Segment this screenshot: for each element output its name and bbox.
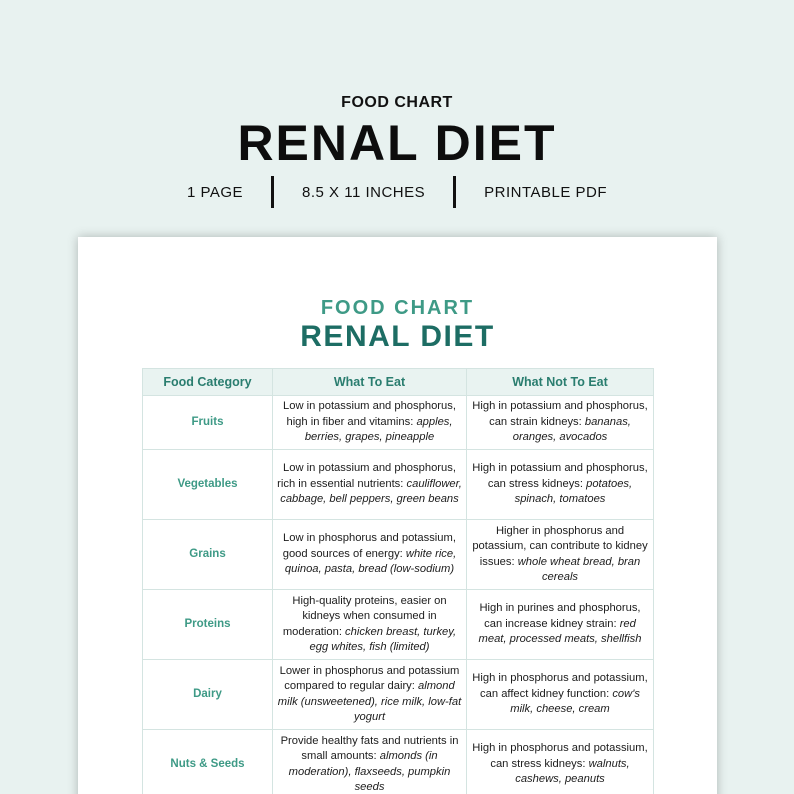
eat-cell xyxy=(273,590,467,660)
table-row xyxy=(143,450,654,520)
eat-examples: chicken breast, turkey, egg whites, fish (limited) xyxy=(309,625,457,653)
table-row xyxy=(143,396,654,450)
eat-description: Provide healthy fats and nutrients in small amounts: xyxy=(280,734,459,762)
table-row xyxy=(143,520,654,590)
avoid-examples: cow's milk, cheese, cream xyxy=(510,687,640,716)
table-header-row xyxy=(143,369,654,396)
eat-examples: almonds (in moderation), flaxseeds, pumpkin seeds xyxy=(288,750,451,793)
avoid-examples: bananas, oranges, avocados xyxy=(512,415,631,444)
eat-examples: apples, berries, grapes, pineapple xyxy=(304,415,453,444)
eat-cell xyxy=(273,450,467,520)
avoid-description: High in potassium and phosphorus, can stress kidneys: xyxy=(472,462,648,490)
spec-pages: 1 PAGE xyxy=(186,183,244,201)
avoid-description: High in phosphorus and potassium, can stress kidneys: xyxy=(472,742,648,770)
eat-examples: almond milk (unsweetened), rice milk, low-fat yogurt xyxy=(277,680,462,723)
table-row xyxy=(143,730,654,794)
document-preview xyxy=(78,237,717,794)
category-cell: Fruits xyxy=(143,396,273,450)
eat-examples: white rice, quinoa, pasta, bread (low-sodium) xyxy=(284,547,457,576)
eat-cell xyxy=(273,660,467,730)
avoid-description: High in phosphorus and potassium, can affect kidney function: xyxy=(472,672,648,700)
header-kicker: FOOD CHART xyxy=(341,94,453,111)
avoid-cell xyxy=(467,450,654,520)
document-title: RENAL DIET xyxy=(300,320,495,353)
column-header-avoid: What Not To Eat xyxy=(467,369,654,396)
eat-description: Low in phosphorus and potassium, good sources of energy: xyxy=(282,532,456,560)
avoid-description: Higher in phosphorus and potassium, can contribute to kidney issues: xyxy=(472,524,648,568)
category-cell: Grains xyxy=(143,520,273,590)
eat-description: High-quality proteins, easier on kidneys when consumed in moderation: xyxy=(282,594,447,638)
avoid-cell xyxy=(467,520,654,590)
avoid-cell xyxy=(467,730,654,794)
eat-description: Low in potassium and phosphorus, rich in essential nutrients: xyxy=(277,462,456,490)
eat-cell xyxy=(273,730,467,794)
avoid-cell xyxy=(467,660,654,730)
eat-description: Low in potassium and phosphorus, high in fiber and vitamins: xyxy=(283,400,456,428)
eat-examples: cauliflower, cabbage, bell peppers, green beans xyxy=(280,477,462,506)
spec-format: PRINTABLE PDF xyxy=(484,183,608,201)
table-row xyxy=(143,660,654,730)
category-cell: Nuts & Seeds xyxy=(143,730,273,794)
avoid-examples: potatoes, spinach, tomatoes xyxy=(514,477,633,506)
eat-cell xyxy=(273,520,467,590)
header-title: RENAL DIET xyxy=(237,115,557,171)
food-chart-table xyxy=(142,368,654,794)
document-kicker: FOOD CHART xyxy=(320,297,475,319)
eat-description: Lower in phosphorus and potassium compared to regular dairy: xyxy=(279,664,460,692)
avoid-examples: whole wheat bread, bran cereals xyxy=(517,555,641,583)
avoid-cell xyxy=(467,396,654,450)
avoid-description: High in purines and phosphorus, can increase kidney strain: xyxy=(479,602,641,630)
column-header-category: Food Category xyxy=(143,369,273,396)
column-header-eat: What To Eat xyxy=(273,369,467,396)
avoid-examples: walnuts, cashews, peanuts xyxy=(515,757,630,786)
product-specs xyxy=(0,176,794,208)
category-cell: Vegetables xyxy=(143,450,273,520)
avoid-description: High in potassium and phosphorus, can strain kidneys: xyxy=(472,400,648,428)
table-row xyxy=(143,590,654,660)
avoid-examples: red meat, processed meats, shellfish xyxy=(478,617,642,646)
spec-size: 8.5 X 11 INCHES xyxy=(302,183,426,201)
avoid-cell xyxy=(467,590,654,660)
category-cell: Proteins xyxy=(143,590,273,660)
eat-cell xyxy=(273,396,467,450)
category-cell: Dairy xyxy=(143,660,273,730)
